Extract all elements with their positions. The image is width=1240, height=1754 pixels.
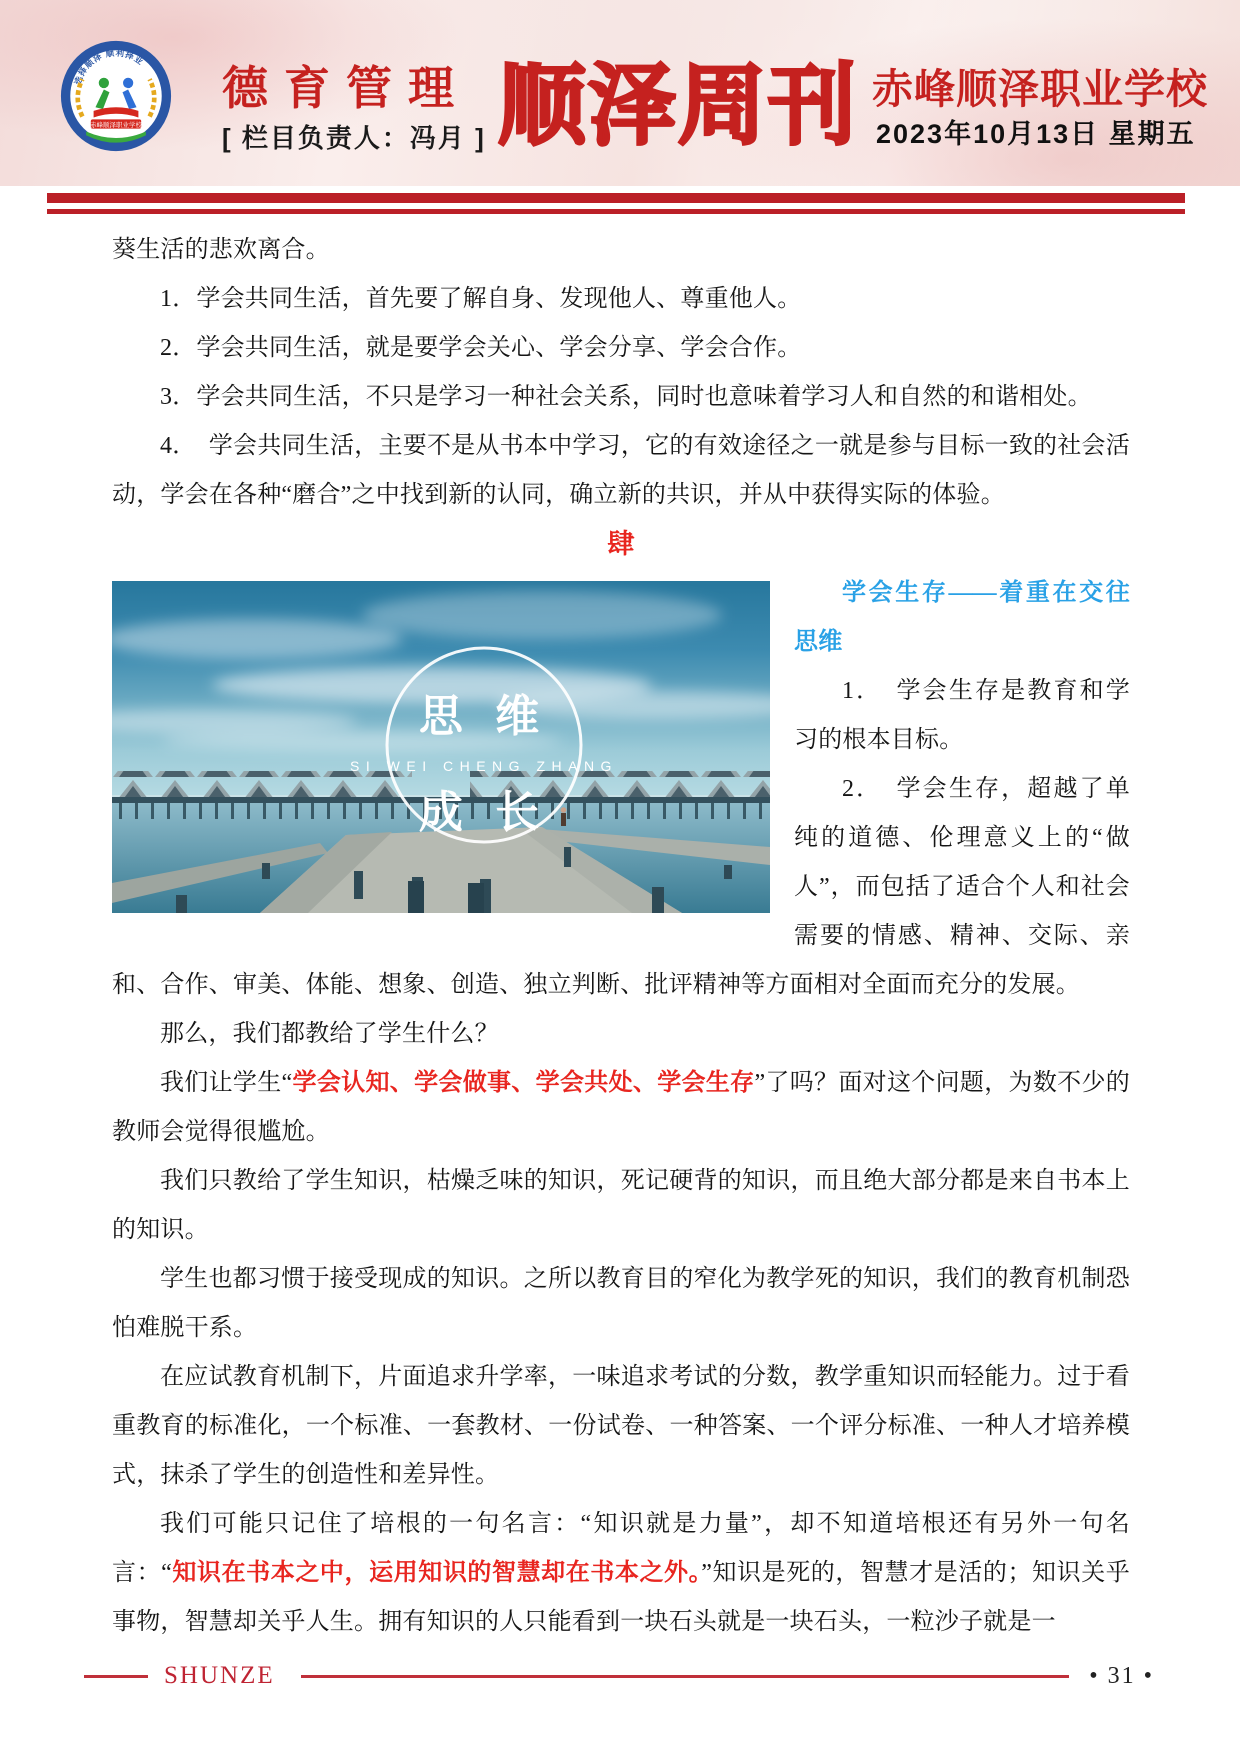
ocean-resort-illustration: [112, 581, 770, 913]
school-logo: [60, 40, 172, 152]
paragraph: [112, 373, 1130, 422]
photo-subtitle: SI WEI CHENG ZHANG: [350, 758, 618, 774]
article-body: [0, 214, 1240, 1647]
body-text: 2． 学会生存，超越了单纯的道德、伦理意义上的“做人”，而包括了适合个人和社会需要的情感、精神、交际、亲和、合作、审美、体能、想象、创造、独立判断、批评精神等方面相对全面而充分的发展。: [112, 776, 1130, 998]
paragraph: [112, 422, 1130, 520]
footer-brand: SHUNZE: [164, 1662, 275, 1689]
body-text: 葵生活的悲欢离合。: [112, 237, 330, 263]
column-title: 德育管理: [222, 63, 470, 114]
page-number: • 31 •: [1089, 1662, 1154, 1689]
body-text: 4． 学会共同生活，主要不是从书本中学习，它的有效途径之一就是参与目标一致的社会活动，学会在各种“磨合”之中找到新的认同，确立新的共识，并从中获得实际的体验。: [112, 433, 1130, 508]
section-mark: [112, 520, 1130, 569]
svg-text:选择顺泽 顺利择业: 选择顺泽 顺利择业: [73, 48, 146, 87]
photo-title-top: 思 维: [418, 692, 550, 741]
column-manager: [ 栏目负责人：冯月 ]: [222, 123, 486, 153]
page-footer: [0, 1656, 1240, 1696]
body-text: 学生也都习惯于接受现成的知识。之所以教育目的窄化为教学死的知识，我们的教育机制恐怕难脱干系。: [112, 1266, 1130, 1341]
body-text: 2．学会共同生活，就是要学会关心、学会分享、学会合作。: [160, 335, 802, 361]
paragraph: [112, 275, 1130, 324]
masthead-header: [0, 0, 1240, 186]
highlighted-text: 知识在书本之中，运用知识的智慧却在书本之外。: [172, 1560, 702, 1586]
paragraph: [112, 226, 1130, 275]
footer-rule-short: [84, 1675, 148, 1678]
school-name: 赤峰顺泽职业学校: [872, 66, 1208, 112]
paragraph: [112, 1353, 1130, 1500]
body-text: 1． 学会生存是教育和学习的根本目标。: [794, 678, 1130, 753]
body-text: ”了吗？面对这个问题，为数不少的教师会觉得很尴尬。: [112, 1070, 1130, 1145]
photo-title-bottom: 成 长: [418, 788, 550, 837]
body-text: 那么，我们都教给了学生什么？: [160, 1021, 499, 1047]
body-text: 1．学会共同生活，首先要了解自身、发现他人、尊重他人。: [160, 286, 802, 312]
highlighted-text: 学会生存——着重在交往思维: [794, 580, 1130, 655]
article-top-section: [112, 226, 1130, 569]
body-text: 我们只教给了学生知识，枯燥乏味的知识，死记硬背的知识，而且绝大部分都是来自书本上的知识。: [112, 1168, 1130, 1243]
highlighted-text: 学会认知、学会做事、学会共处、学会生存: [292, 1070, 755, 1096]
paragraph: [112, 1255, 1130, 1353]
article-flow-section: [112, 569, 1130, 1647]
body-text: 3．学会共同生活，不只是学习一种社会关系，同时也意味着学习人和自然的和谐相处。: [160, 384, 1092, 410]
paragraph: [112, 1157, 1130, 1255]
paragraph: [112, 1059, 1130, 1157]
body-text: 我们让学生“: [160, 1070, 293, 1096]
issue-date: 2023年10月13日 星期五: [876, 119, 1196, 149]
article-photo: [112, 581, 770, 913]
footer-rule-long: [301, 1675, 1070, 1678]
paragraph: [112, 1500, 1130, 1647]
body-text: 肆: [607, 529, 635, 559]
header-rule-thick: [47, 193, 1185, 203]
paragraph: [112, 324, 1130, 373]
body-text: 我们可能只记住了培根的一句名言：“知识就是力量”，却不知道培根还有另外一句名言：“: [112, 1511, 1130, 1586]
masthead-title: 顺泽周刊: [498, 59, 859, 156]
svg-text:赤峰顺泽职业学校: 赤峰顺泽职业学校: [89, 121, 143, 129]
school-logo-icon: [60, 40, 172, 152]
body-text: 在应试教育机制下，片面追求升学率，一味追求考试的分数，教学重知识而轻能力。过于看重教育的标准化，一个标准、一套教材、一份试卷、一种答案、一个评分标准、一种人才培养模式，抹杀了学生的创造性和差异性。: [112, 1364, 1130, 1488]
body-text: ”知识是死的，智慧才是活的；知识关乎事物，智慧却关乎人生。拥有知识的人只能看到一块石头就是一块石头，一粒沙子就是一: [112, 1560, 1130, 1635]
paragraph: [112, 1010, 1130, 1059]
